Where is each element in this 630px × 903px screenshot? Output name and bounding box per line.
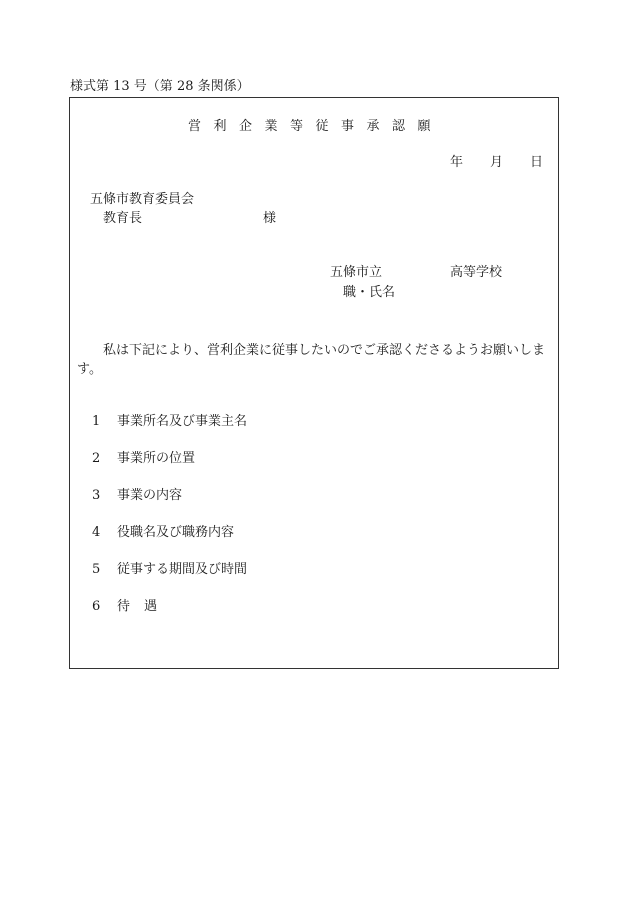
sender-school: 高等学校 xyxy=(450,265,503,280)
item-label: 事業所名及び事業主名 xyxy=(117,414,248,429)
sender-city: 五條市立 xyxy=(330,265,383,280)
item-label: 待遇 xyxy=(117,599,172,614)
item-label: 事業の内容 xyxy=(117,488,183,503)
body-text: 私は下記により、営利企業に従事したいのでご承認くださるようお願いします。 xyxy=(77,343,546,377)
item-number: 2 xyxy=(92,451,101,466)
item-label: 従事する期間及び時間 xyxy=(117,562,248,577)
item-label: 事業所の位置 xyxy=(117,451,196,466)
item-number: 6 xyxy=(92,599,101,614)
item-number: 4 xyxy=(92,525,101,540)
addressee-honorific: 様 xyxy=(263,211,277,226)
item-number: 3 xyxy=(92,488,101,503)
addressee-organization: 五條市教育委員会 xyxy=(90,192,195,207)
item-number: 1 xyxy=(92,414,101,429)
date-month-label: 月 xyxy=(490,155,504,170)
item-label: 役職名及び職務内容 xyxy=(117,525,235,540)
document-title: 営利企業等従事承認願 xyxy=(188,119,444,134)
sender-name-label: 職・氏名 xyxy=(343,285,396,300)
date-year-label: 年 xyxy=(450,155,464,170)
item-number: 5 xyxy=(92,562,101,577)
addressee-title: 教育長 xyxy=(103,211,143,226)
date-day-label: 日 xyxy=(530,155,544,170)
form-number: 様式第 13 号（第 28 条関係） xyxy=(70,79,250,94)
form-box xyxy=(69,97,559,669)
